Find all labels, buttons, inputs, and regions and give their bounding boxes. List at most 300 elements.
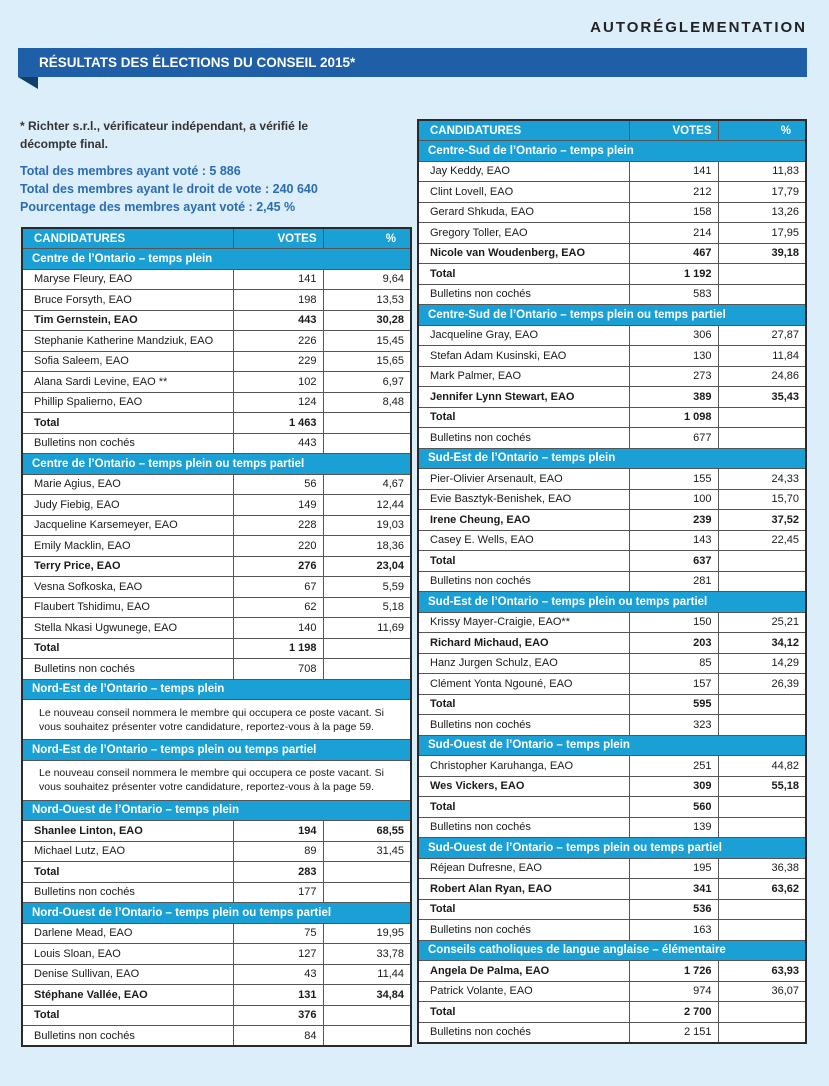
section-title: Nord-Est de l’Ontario – temps plein ou temps partiel — [22, 740, 411, 761]
row-percent — [323, 638, 411, 659]
row-percent: 30,28 — [323, 310, 411, 331]
unmarked-ballots-row — [22, 433, 411, 454]
row-label: Louis Sloan, EAO — [22, 944, 233, 965]
row-votes: 228 — [233, 515, 323, 536]
total-row — [418, 899, 806, 920]
row-percent: 11,84 — [718, 346, 806, 367]
row-percent: 39,18 — [718, 243, 806, 264]
row-percent: 24,86 — [718, 366, 806, 387]
candidate-row — [418, 325, 806, 346]
row-percent: 36,38 — [718, 858, 806, 879]
candidate-row — [418, 366, 806, 387]
row-percent: 27,87 — [718, 325, 806, 346]
row-label: Bulletins non cochés — [22, 882, 233, 903]
audit-footnote: * Richter s.r.l., vérificateur indépendant, a vérifié le décompte final. — [20, 119, 309, 151]
candidate-row — [418, 161, 806, 182]
row-votes: 43 — [233, 964, 323, 985]
row-percent: 11,69 — [323, 618, 411, 639]
row-percent: 11,44 — [323, 964, 411, 985]
row-label: Réjean Dufresne, EAO — [418, 858, 629, 879]
running-head: AUTORÉGLEMENTATION — [590, 19, 807, 36]
row-votes: 560 — [629, 797, 718, 818]
section-title: Centre-Sud de l’Ontario – temps plein — [418, 141, 806, 162]
row-percent: 63,93 — [718, 961, 806, 982]
row-votes: 62 — [233, 597, 323, 618]
row-votes: 1 726 — [629, 961, 718, 982]
candidate-row — [418, 674, 806, 695]
total-row — [418, 1002, 806, 1023]
section-header-row — [22, 249, 411, 270]
candidate-row — [22, 985, 411, 1006]
candidate-row — [418, 387, 806, 408]
row-label: Marie Agius, EAO — [22, 474, 233, 495]
row-votes: 130 — [629, 346, 718, 367]
row-percent: 9,64 — [323, 269, 411, 290]
unmarked-ballots-row — [418, 715, 806, 736]
row-percent: 68,55 — [323, 821, 411, 842]
section-header-row — [418, 592, 806, 613]
section-title: Centre-Sud de l’Ontario – temps plein ou temps partiel — [418, 305, 806, 326]
row-percent: 44,82 — [718, 756, 806, 777]
row-percent: 6,97 — [323, 372, 411, 393]
header-candidatures: CANDIDATURES — [22, 228, 233, 249]
row-votes: 323 — [629, 715, 718, 736]
row-votes: 239 — [629, 510, 718, 531]
row-label: Jacqueline Karsemeyer, EAO — [22, 515, 233, 536]
candidate-row — [418, 633, 806, 654]
section-title: Conseils catholiques de langue anglaise – élémentaire — [418, 940, 806, 961]
total-row — [22, 638, 411, 659]
unmarked-ballots-row — [22, 1026, 411, 1047]
row-percent: 36,07 — [718, 981, 806, 1002]
row-percent — [718, 899, 806, 920]
row-percent: 17,95 — [718, 223, 806, 244]
candidate-row — [22, 577, 411, 598]
row-label: Pier-Olivier Arsenault, EAO — [418, 469, 629, 490]
row-percent: 12,44 — [323, 495, 411, 516]
row-percent — [323, 1005, 411, 1026]
row-label: Total — [22, 413, 233, 434]
row-votes: 203 — [629, 633, 718, 654]
candidate-row — [22, 923, 411, 944]
candidate-row — [22, 618, 411, 639]
row-votes: 194 — [233, 821, 323, 842]
row-votes: 149 — [233, 495, 323, 516]
row-label: Stella Nkasi Ugwunege, EAO — [22, 618, 233, 639]
row-percent — [718, 920, 806, 941]
row-label: Evie Basztyk-Benishek, EAO — [418, 489, 629, 510]
candidate-row — [22, 556, 411, 577]
header-votes: VOTES — [233, 228, 323, 249]
candidate-row — [22, 597, 411, 618]
total-row — [418, 797, 806, 818]
section-title: Nord-Est de l’Ontario – temps plein — [22, 679, 411, 700]
candidate-row — [418, 489, 806, 510]
row-label: Total — [22, 862, 233, 883]
row-votes: 100 — [629, 489, 718, 510]
row-percent — [323, 659, 411, 680]
row-votes: 198 — [233, 290, 323, 311]
row-label: Terry Price, EAO — [22, 556, 233, 577]
row-percent: 34,84 — [323, 985, 411, 1006]
row-label: Total — [22, 638, 233, 659]
row-votes: 226 — [233, 331, 323, 352]
row-votes: 75 — [233, 923, 323, 944]
row-votes: 443 — [233, 433, 323, 454]
candidate-row — [22, 964, 411, 985]
section-header-row — [22, 679, 411, 700]
row-votes: 708 — [233, 659, 323, 680]
row-percent — [718, 817, 806, 838]
header-percent: % — [718, 120, 806, 141]
vacancy-notice-row — [22, 700, 411, 740]
row-label: Mark Palmer, EAO — [418, 366, 629, 387]
row-percent — [323, 413, 411, 434]
total-row — [22, 1005, 411, 1026]
row-percent: 19,95 — [323, 923, 411, 944]
row-percent — [718, 797, 806, 818]
row-votes: 163 — [629, 920, 718, 941]
row-label: Tim Gernstein, EAO — [22, 310, 233, 331]
row-label: Bulletins non cochés — [418, 715, 629, 736]
row-percent: 23,04 — [323, 556, 411, 577]
row-label: Emily Macklin, EAO — [22, 536, 233, 557]
row-percent: 13,53 — [323, 290, 411, 311]
row-votes: 1 192 — [629, 264, 718, 285]
row-votes: 467 — [629, 243, 718, 264]
total-row — [418, 407, 806, 428]
row-votes: 141 — [233, 269, 323, 290]
candidate-row — [418, 612, 806, 633]
total-row — [418, 264, 806, 285]
row-votes: 84 — [233, 1026, 323, 1047]
results-table-left — [21, 227, 412, 1047]
row-label: Total — [418, 264, 629, 285]
row-votes: 536 — [629, 899, 718, 920]
unmarked-ballots-row — [418, 284, 806, 305]
section-header-row — [418, 838, 806, 859]
unmarked-ballots-row — [22, 659, 411, 680]
row-label: Denise Sullivan, EAO — [22, 964, 233, 985]
row-label: Jay Keddy, EAO — [418, 161, 629, 182]
row-votes: 2 151 — [629, 1022, 718, 1043]
candidate-row — [418, 530, 806, 551]
candidate-row — [418, 223, 806, 244]
row-percent: 13,26 — [718, 202, 806, 223]
row-label: Bulletins non cochés — [418, 1022, 629, 1043]
row-label: Bulletins non cochés — [22, 433, 233, 454]
row-votes: 283 — [233, 862, 323, 883]
row-votes: 309 — [629, 776, 718, 797]
row-percent: 22,45 — [718, 530, 806, 551]
row-percent: 5,59 — [323, 577, 411, 598]
row-label: Bulletins non cochés — [418, 920, 629, 941]
row-label: Nicole van Woudenberg, EAO — [418, 243, 629, 264]
row-label: Alana Sardi Levine, EAO ** — [22, 372, 233, 393]
stat-members-voted: Total des membres ayant voté : 5 886 — [20, 164, 241, 178]
stat-turnout-percent: Pourcentage des membres ayant voté : 2,45 % — [20, 200, 296, 214]
candidate-row — [418, 202, 806, 223]
row-percent — [718, 1022, 806, 1043]
row-label: Gerard Shkuda, EAO — [418, 202, 629, 223]
candidate-row — [418, 756, 806, 777]
row-votes: 443 — [233, 310, 323, 331]
unmarked-ballots-row — [418, 1022, 806, 1043]
row-percent: 37,52 — [718, 510, 806, 531]
row-votes: 214 — [629, 223, 718, 244]
candidate-row — [22, 536, 411, 557]
row-label: Flaubert Tshidimu, EAO — [22, 597, 233, 618]
row-label: Hanz Jurgen Schulz, EAO — [418, 653, 629, 674]
candidate-row — [22, 269, 411, 290]
results-table-right — [417, 119, 807, 1044]
candidate-row — [22, 495, 411, 516]
row-label: Vesna Sofkoska, EAO — [22, 577, 233, 598]
section-title: Centre de l’Ontario – temps plein ou temps partiel — [22, 454, 411, 475]
unmarked-ballots-row — [418, 571, 806, 592]
candidate-row — [22, 331, 411, 352]
candidate-row — [22, 290, 411, 311]
row-percent: 63,62 — [718, 879, 806, 900]
row-percent — [718, 264, 806, 285]
row-label: Bulletins non cochés — [22, 1026, 233, 1047]
candidate-row — [22, 821, 411, 842]
section-title: Sud-Ouest de l’Ontario – temps plein ou temps partiel — [418, 838, 806, 859]
row-votes: 341 — [629, 879, 718, 900]
section-header-row — [22, 800, 411, 821]
row-label: Bulletins non cochés — [418, 428, 629, 449]
row-percent: 24,33 — [718, 469, 806, 490]
vacancy-notice-row — [22, 760, 411, 800]
row-label: Robert Alan Ryan, EAO — [418, 879, 629, 900]
candidate-row — [418, 858, 806, 879]
candidate-row — [22, 392, 411, 413]
row-votes: 67 — [233, 577, 323, 598]
row-label: Wes Vickers, EAO — [418, 776, 629, 797]
total-row — [418, 551, 806, 572]
row-label: Stephanie Katherine Mandziuk, EAO — [22, 331, 233, 352]
candidate-row — [418, 653, 806, 674]
row-label: Christopher Karuhanga, EAO — [418, 756, 629, 777]
row-label: Sofia Saleem, EAO — [22, 351, 233, 372]
row-percent: 25,21 — [718, 612, 806, 633]
row-label: Bulletins non cochés — [418, 284, 629, 305]
row-label: Total — [418, 1002, 629, 1023]
candidate-row — [22, 841, 411, 862]
section-header-row — [418, 448, 806, 469]
row-label: Casey E. Wells, EAO — [418, 530, 629, 551]
row-percent: 17,79 — [718, 182, 806, 203]
row-votes: 595 — [629, 694, 718, 715]
row-percent: 15,45 — [323, 331, 411, 352]
row-percent — [323, 862, 411, 883]
row-label: Bulletins non cochés — [418, 817, 629, 838]
vote-statistics — [20, 162, 318, 216]
row-label: Darlene Mead, EAO — [22, 923, 233, 944]
row-label: Total — [418, 551, 629, 572]
row-label: Shanlee Linton, EAO — [22, 821, 233, 842]
row-votes: 89 — [233, 841, 323, 862]
candidate-row — [22, 474, 411, 495]
row-votes: 124 — [233, 392, 323, 413]
row-label: Jennifer Lynn Stewart, EAO — [418, 387, 629, 408]
section-title: Nord-Ouest de l’Ontario – temps plein ou temps partiel — [22, 903, 411, 924]
row-percent: 34,12 — [718, 633, 806, 654]
row-votes: 141 — [629, 161, 718, 182]
row-label: Richard Michaud, EAO — [418, 633, 629, 654]
row-percent: 18,36 — [323, 536, 411, 557]
unmarked-ballots-row — [418, 817, 806, 838]
row-label: Total — [418, 407, 629, 428]
row-votes: 376 — [233, 1005, 323, 1026]
row-votes: 127 — [233, 944, 323, 965]
unmarked-ballots-row — [22, 882, 411, 903]
results-table-body — [418, 120, 806, 1043]
row-label: Total — [22, 1005, 233, 1026]
row-votes: 229 — [233, 351, 323, 372]
section-title: Nord-Ouest de l’Ontario – temps plein — [22, 800, 411, 821]
candidate-row — [22, 515, 411, 536]
row-percent: 4,67 — [323, 474, 411, 495]
row-votes: 139 — [629, 817, 718, 838]
row-percent — [323, 1026, 411, 1047]
stat-members-eligible: Total des membres ayant le droit de vote : 240 640 — [20, 182, 318, 196]
row-percent — [718, 551, 806, 572]
total-row — [418, 694, 806, 715]
section-header-row — [418, 735, 806, 756]
candidate-row — [418, 346, 806, 367]
row-label: Bulletins non cochés — [418, 571, 629, 592]
row-votes: 212 — [629, 182, 718, 203]
section-title: Sud-Est de l’Ontario – temps plein ou temps partiel — [418, 592, 806, 613]
row-label: Phillip Spalierno, EAO — [22, 392, 233, 413]
row-votes: 102 — [233, 372, 323, 393]
candidate-row — [418, 182, 806, 203]
total-row — [22, 413, 411, 434]
row-label: Maryse Fleury, EAO — [22, 269, 233, 290]
row-votes: 56 — [233, 474, 323, 495]
row-votes: 389 — [629, 387, 718, 408]
row-votes: 251 — [629, 756, 718, 777]
row-votes: 281 — [629, 571, 718, 592]
row-label: Jacqueline Gray, EAO — [418, 325, 629, 346]
row-votes: 220 — [233, 536, 323, 557]
candidate-row — [418, 243, 806, 264]
row-votes: 273 — [629, 366, 718, 387]
row-percent: 55,18 — [718, 776, 806, 797]
row-label: Total — [418, 694, 629, 715]
row-percent — [718, 694, 806, 715]
row-votes: 150 — [629, 612, 718, 633]
row-percent: 19,03 — [323, 515, 411, 536]
row-votes: 195 — [629, 858, 718, 879]
section-header-row — [418, 305, 806, 326]
section-title: Centre de l’Ontario – temps plein — [22, 249, 411, 270]
row-percent — [718, 715, 806, 736]
row-votes: 637 — [629, 551, 718, 572]
row-label: Bruce Forsyth, EAO — [22, 290, 233, 311]
candidate-row — [418, 776, 806, 797]
row-votes: 974 — [629, 981, 718, 1002]
row-votes: 177 — [233, 882, 323, 903]
row-votes: 306 — [629, 325, 718, 346]
header-percent: % — [323, 228, 411, 249]
row-percent: 31,45 — [323, 841, 411, 862]
row-label: Total — [418, 899, 629, 920]
row-votes: 157 — [629, 674, 718, 695]
row-label: Gregory Toller, EAO — [418, 223, 629, 244]
row-percent — [718, 407, 806, 428]
row-label: Judy Fiebig, EAO — [22, 495, 233, 516]
row-votes: 85 — [629, 653, 718, 674]
row-percent — [718, 284, 806, 305]
candidate-row — [22, 944, 411, 965]
row-votes: 140 — [233, 618, 323, 639]
row-label: Angela De Palma, EAO — [418, 961, 629, 982]
row-label: Total — [418, 797, 629, 818]
row-votes: 276 — [233, 556, 323, 577]
row-votes: 143 — [629, 530, 718, 551]
row-votes: 155 — [629, 469, 718, 490]
candidate-row — [418, 981, 806, 1002]
header-candidatures: CANDIDATURES — [418, 120, 629, 141]
row-label: Michael Lutz, EAO — [22, 841, 233, 862]
row-label: Clément Yonta Ngouné, EAO — [418, 674, 629, 695]
row-percent — [718, 1002, 806, 1023]
candidate-row — [22, 351, 411, 372]
row-votes: 1 098 — [629, 407, 718, 428]
row-percent: 15,65 — [323, 351, 411, 372]
row-label: Patrick Volante, EAO — [418, 981, 629, 1002]
row-percent: 5,18 — [323, 597, 411, 618]
row-label: Stéphane Vallée, EAO — [22, 985, 233, 1006]
row-label: Krissy Mayer-Craigie, EAO** — [418, 612, 629, 633]
row-label: Stefan Adam Kusinski, EAO — [418, 346, 629, 367]
row-percent: 11,83 — [718, 161, 806, 182]
section-header-row — [418, 141, 806, 162]
row-votes: 677 — [629, 428, 718, 449]
unmarked-ballots-row — [418, 428, 806, 449]
row-votes: 583 — [629, 284, 718, 305]
section-header-row — [22, 740, 411, 761]
row-label: Irene Cheung, EAO — [418, 510, 629, 531]
table-header-row — [418, 120, 806, 141]
banner-title: RÉSULTATS DES ÉLECTIONS DU CONSEIL 2015* — [18, 48, 807, 77]
row-percent — [718, 428, 806, 449]
table-header-row — [22, 228, 411, 249]
banner-fold — [18, 77, 38, 89]
row-percent: 8,48 — [323, 392, 411, 413]
row-percent: 26,39 — [718, 674, 806, 695]
section-header-row — [22, 454, 411, 475]
row-votes: 158 — [629, 202, 718, 223]
row-percent — [718, 571, 806, 592]
row-label: Bulletins non cochés — [22, 659, 233, 680]
candidate-row — [418, 879, 806, 900]
row-votes: 131 — [233, 985, 323, 1006]
row-votes: 1 198 — [233, 638, 323, 659]
row-percent — [323, 882, 411, 903]
total-row — [22, 862, 411, 883]
vacancy-notice: Le nouveau conseil nommera le membre qui occupera ce poste vacant. Si vous souhaitez présenter votre candidature, reportez-vous à la page 59. — [22, 760, 411, 800]
candidate-row — [418, 469, 806, 490]
candidate-row — [22, 372, 411, 393]
results-table-body — [22, 228, 411, 1046]
candidate-row — [22, 310, 411, 331]
row-percent: 14,29 — [718, 653, 806, 674]
candidate-row — [418, 510, 806, 531]
row-label: Clint Lovell, EAO — [418, 182, 629, 203]
